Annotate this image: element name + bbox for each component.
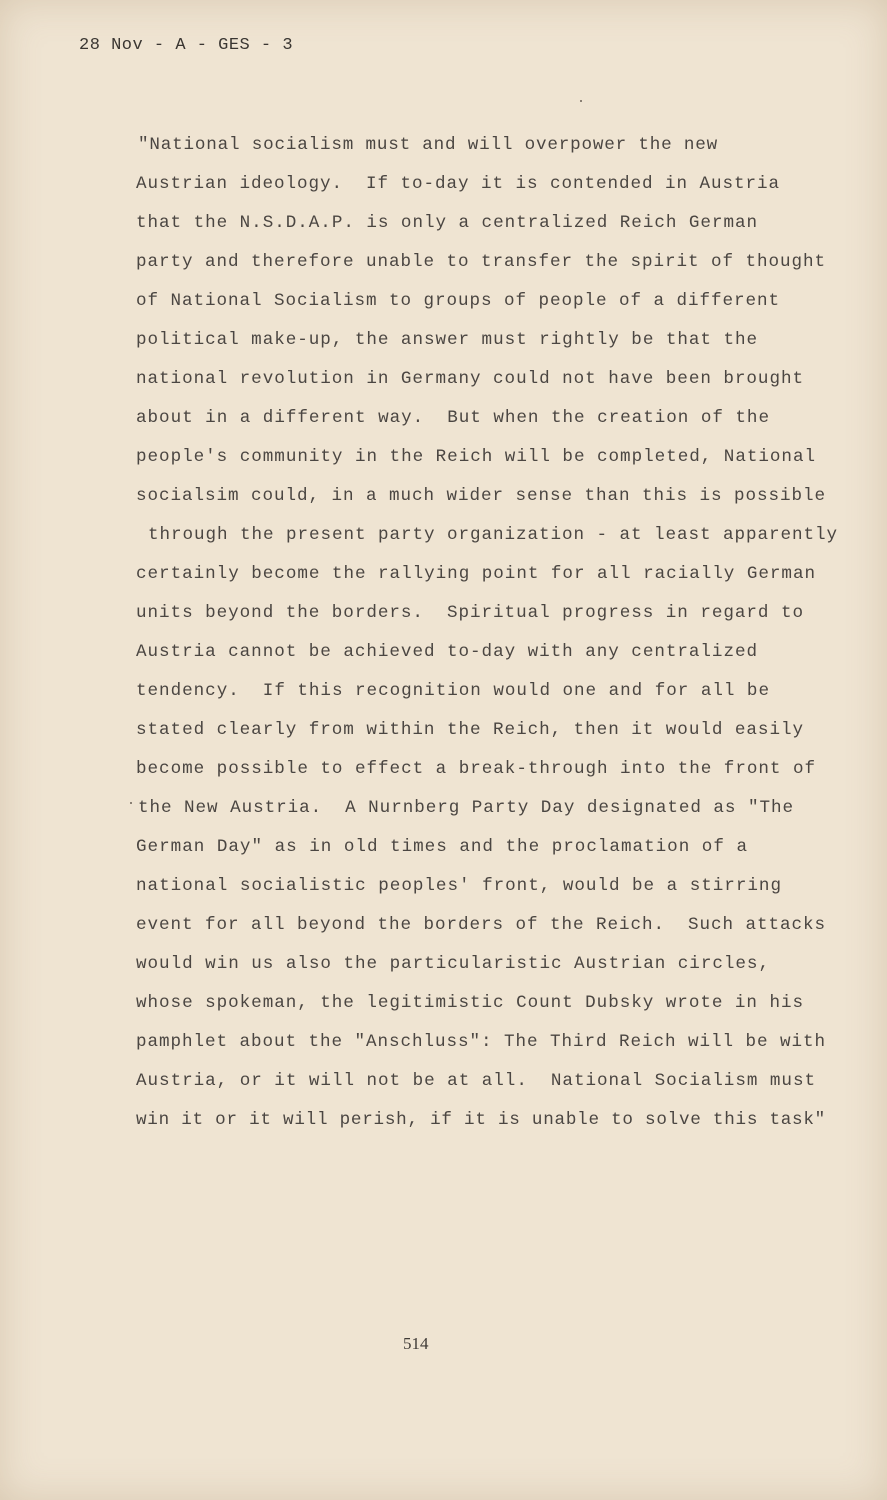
paper-speck	[130, 802, 132, 804]
page-number: 514	[403, 1334, 429, 1353]
text-line: become possible to effect a break-through into the front of	[136, 759, 816, 779]
text-line: Austria cannot be achieved to-day with any centralized	[136, 642, 758, 662]
document-header: 28 Nov - A - GES - 3	[79, 36, 294, 55]
text-line: units beyond the borders. Spiritual progress in regard to	[136, 603, 804, 623]
text-line: event for all beyond the borders of the Reich. Such attacks	[136, 915, 826, 935]
text-line: pamphlet about the "Anschluss": The Third Reich will be with	[136, 1032, 826, 1052]
text-line: stated clearly from within the Reich, then it would easily	[136, 720, 804, 740]
text-line: Austrian ideology. If to-day it is contended in Austria	[136, 174, 780, 194]
text-line: of National Socialism to groups of people of a different	[136, 291, 780, 311]
paper-speck	[580, 100, 582, 102]
text-line: party and therefore unable to transfer the spirit of thought	[136, 252, 826, 272]
text-line: win it or it will perish, if it is unable to solve this task"	[136, 1110, 826, 1130]
text-line: whose spokeman, the legitimistic Count Dubsky wrote in his	[136, 993, 804, 1013]
text-line: through the present party organization - at least apparently	[148, 525, 838, 545]
text-line: socialsim could, in a much wider sense than this is possible	[136, 486, 826, 506]
text-line: national socialistic peoples' front, would be a stirring	[136, 876, 782, 896]
text-line: Austria, or it will not be at all. National Socialism must	[136, 1071, 816, 1091]
text-line: about in a different way. But when the creation of the	[136, 408, 770, 428]
text-line: tendency. If this recognition would one and for all be	[136, 681, 770, 701]
text-line: German Day" as in old times and the proclamation of a	[136, 837, 748, 857]
text-line: national revolution in Germany could not have been brought	[136, 369, 804, 389]
text-line: that the N.S.D.A.P. is only a centralized Reich German	[136, 213, 758, 233]
text-line: political make-up, the answer must rightly be that the	[136, 330, 758, 350]
text-line: "National socialism must and will overpower the new	[138, 135, 718, 155]
text-line: the New Austria. A Nurnberg Party Day designated as "The	[138, 798, 794, 818]
text-line: would win us also the particularistic Austrian circles,	[136, 954, 770, 974]
text-line: people's community in the Reich will be completed, National	[136, 447, 816, 467]
text-line: certainly become the rallying point for all racially German	[136, 564, 816, 584]
